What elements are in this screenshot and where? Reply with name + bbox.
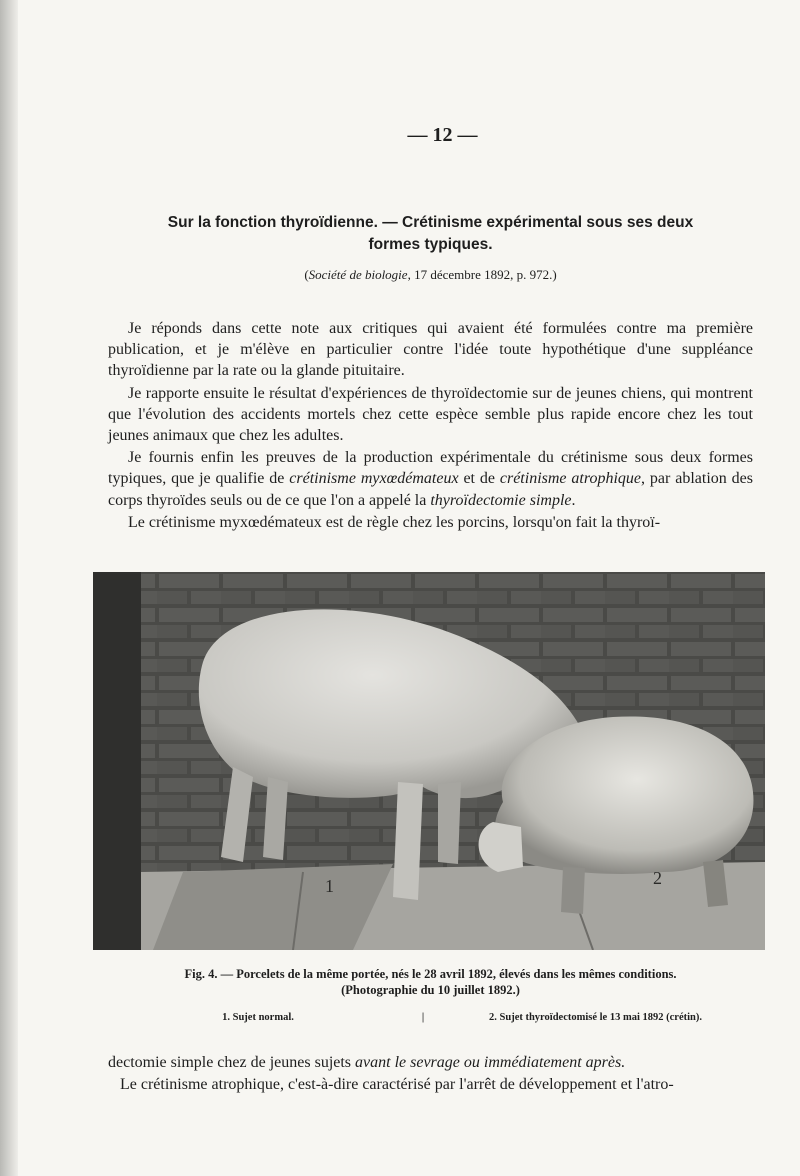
continuation-text: dectomie simple chez de jeunes sujets — [108, 1054, 356, 1071]
figure-legend — [108, 1012, 753, 1023]
paragraph-3-text-c: , par ablation des corps thyroïdes seuls ou de ce que l'on a appelé la — [108, 470, 754, 509]
legend-separator: | — [421, 1012, 425, 1023]
piglets-photo — [93, 572, 765, 950]
article-body — [108, 318, 753, 534]
source-reference — [108, 267, 753, 283]
caption-line-2: (Photographie du 10 juillet 1892.) — [341, 983, 520, 997]
paragraph-3-text-b: et de — [458, 470, 500, 488]
paragraph-3-emphasis-c: thyroïdectomie simple — [430, 491, 572, 509]
caption-line-1: Fig. 4. — Porcelets de la même portée, nés le 28 avril 1892, élevés dans les mêmes conditions. — [184, 967, 677, 981]
article-continuation — [108, 1052, 753, 1096]
legend-item-1: 1. Sujet normal. — [222, 1012, 294, 1023]
paragraph-3 — [108, 447, 753, 511]
paragraph-3-text-a: Je fournis enfin les preuves de la production expérimentale du crétinisme sous deux formes typiques, que je qualifie de — [108, 449, 753, 488]
paragraph-2: Je rapporte ensuite le résultat d'expériences de thyroïdectomie sur de jeunes chiens, qui montrent que l'évolution des accidents mortels chez cette espèce semble plus rapide encore chez les tout jeunes animaux que chez les adultes. — [108, 384, 753, 445]
wall-post — [93, 572, 141, 950]
paragraph-3-emphasis-b: crétinisme atrophique — [499, 470, 642, 488]
title-line-1: Sur la fonction thyroïdienne. — Crétinisme expérimental sous ses deux — [167, 214, 694, 231]
page-number: — 12 — — [407, 124, 478, 146]
figure-photograph — [93, 572, 765, 950]
continuation-line-1 — [108, 1052, 753, 1074]
legend-item-2: 2. Sujet thyroïdectomisé le 13 mai 1892 (crétin). — [489, 1012, 702, 1023]
article-title — [108, 212, 753, 256]
figure-caption — [108, 966, 753, 998]
paragraph-4: Le crétinisme myxœdémateux est de règle chez les porcins, lorsqu'on fait la thyroï- — [128, 513, 661, 531]
title-line-2: formes typiques. — [368, 236, 493, 253]
continuation-emphasis: avant le sevrage ou immédiatement après. — [355, 1054, 626, 1071]
source-prefix: ( — [304, 267, 309, 282]
paragraph-3-emphasis-a: crétinisme myxœdémateux — [289, 470, 459, 488]
floor-shade — [153, 864, 393, 950]
paragraph-1: Je réponds dans cette note aux critiques qui avaient été formulées contre ma première publication, et je m'élève en particulier contre l'idée toute hypothétique d'une suppléance thyroïdienne par la rate ou la glande pituitaire. — [108, 320, 753, 380]
paragraph-3-text-d: . — [571, 491, 576, 509]
source-rest: , 17 décembre 1892, p. 972.) — [407, 267, 557, 282]
page-spine-shadow — [0, 0, 18, 1176]
figure-label-1: 1 — [325, 876, 334, 896]
source-society: Société de biologie — [308, 267, 408, 282]
continuation-line-2: Le crétinisme atrophique, c'est-à-dire caractérisé par l'arrêt de développement et l'atro- — [120, 1076, 674, 1093]
figure-label-2: 2 — [653, 868, 662, 888]
